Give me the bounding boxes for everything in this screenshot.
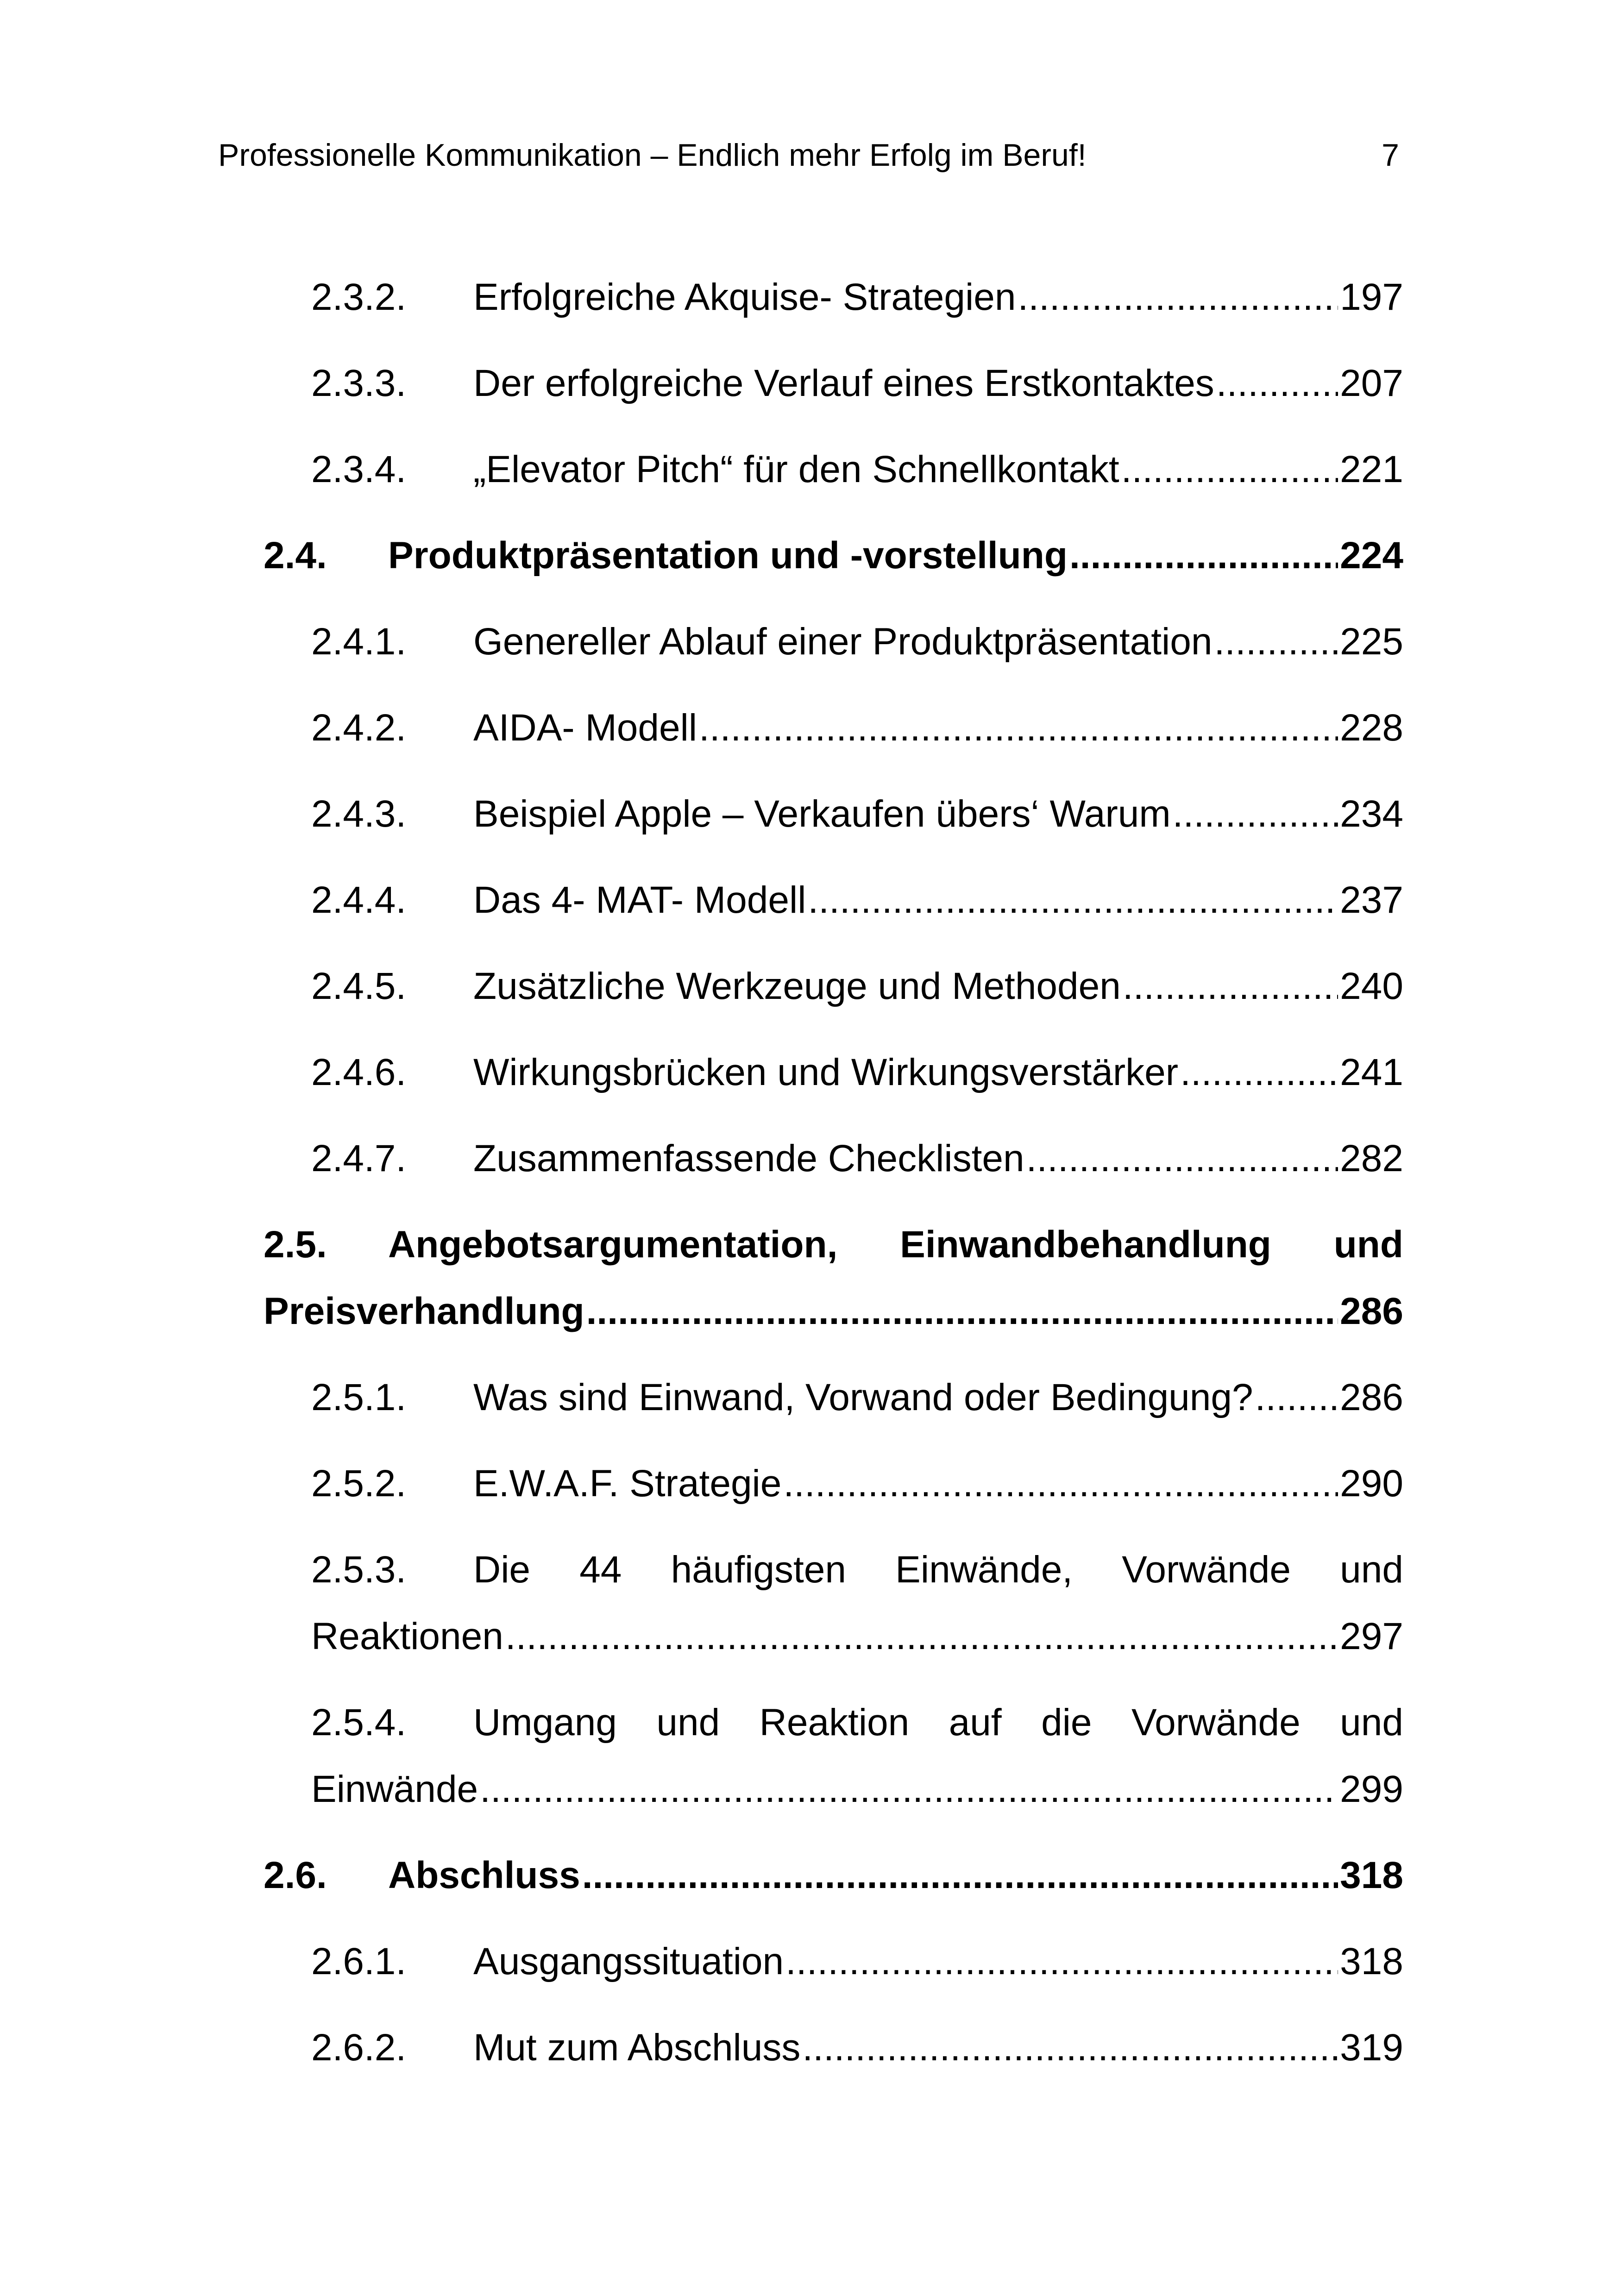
dot-leader	[480, 1766, 1338, 1813]
title-word: häufigsten	[671, 1549, 846, 1591]
dot-leader	[586, 1288, 1338, 1335]
toc-entry-number: 2.4.6.	[311, 1051, 407, 1093]
toc-entry-title: Erfolgreiche Akquise- Strategien	[473, 276, 1016, 318]
toc-entry-number: 2.4.5.	[311, 965, 407, 1007]
toc-entry[interactable]	[0, 619, 1621, 665]
toc-entry-number: 2.6.1.	[311, 1940, 407, 1982]
title-word: 44	[579, 1549, 622, 1591]
toc-entry-title: Das 4- MAT- Modell	[473, 879, 806, 921]
toc-entry-title: Zusätzliche Werkzeuge und Methoden	[473, 965, 1121, 1007]
toc-entry[interactable]	[0, 791, 1621, 837]
toc-entry[interactable]	[0, 877, 1621, 923]
toc-entry-page: 318	[1340, 1940, 1403, 1982]
dot-leader	[1180, 1049, 1338, 1096]
title-word: auf	[949, 1701, 1002, 1744]
toc-section-continuation[interactable]	[0, 1288, 1621, 1335]
toc-entry[interactable]	[0, 274, 1621, 320]
toc-section-title-line	[388, 1222, 1403, 1268]
toc-entry-title: Genereller Ablauf einer Produktpräsentation	[473, 621, 1213, 663]
toc-entry-page: 282	[1340, 1137, 1403, 1179]
dot-leader	[1026, 1135, 1338, 1182]
toc-entry[interactable]	[0, 446, 1621, 493]
dot-leader	[783, 1461, 1338, 1507]
toc-entry-number: 2.4.1.	[311, 621, 407, 663]
toc-entry-continuation[interactable]	[0, 1613, 1621, 1660]
toc-entry-page: 286	[1340, 1376, 1403, 1418]
title-word: und	[1340, 1701, 1403, 1744]
toc-section[interactable]	[0, 1852, 1621, 1899]
toc-entry[interactable]	[0, 1547, 1621, 1593]
toc-entry-number: 2.3.3.	[311, 362, 407, 404]
toc-entry-page: 221	[1340, 448, 1403, 490]
toc-entry-title-line	[473, 1700, 1403, 1746]
toc-entry-number: 2.5.2.	[311, 1462, 407, 1505]
toc-entry-page: 319	[1340, 2026, 1403, 2069]
toc-entry-title: Mut zum Abschluss	[473, 2026, 801, 2069]
toc-entry-number: 2.5.1.	[311, 1376, 407, 1418]
toc-entry-title: E.W.A.F. Strategie	[473, 1462, 782, 1505]
title-word: die	[1041, 1701, 1092, 1744]
toc-entry[interactable]	[0, 1938, 1621, 1985]
page-header	[218, 134, 1399, 176]
toc-entry-page: 297	[1340, 1615, 1403, 1657]
dot-leader	[699, 705, 1338, 751]
toc-section-number: 2.4.	[264, 534, 327, 577]
title-word: Reaktion	[759, 1701, 910, 1744]
toc-entry-number: 2.4.4.	[311, 879, 407, 921]
toc-entry-page: 240	[1340, 965, 1403, 1007]
toc-entry-number: 2.4.3.	[311, 793, 407, 835]
toc-entry-title: Beispiel Apple – Verkaufen übers‘ Warum	[473, 793, 1171, 835]
toc-entry[interactable]	[0, 1461, 1621, 1507]
title-word: Angebotsargumentation,	[388, 1223, 838, 1266]
toc-entry-page: 228	[1340, 707, 1403, 749]
toc-entry-title: Der erfolgreiche Verlauf eines Erstkontaktes	[473, 362, 1214, 404]
dot-leader	[785, 1938, 1338, 1985]
title-word: Vorwände	[1122, 1549, 1291, 1591]
toc-entry[interactable]	[0, 360, 1621, 407]
title-word: und	[1340, 1549, 1403, 1591]
title-word: Einwandbehandlung	[900, 1223, 1271, 1266]
toc-entry[interactable]	[0, 1700, 1621, 1746]
toc-entry-page: 290	[1340, 1462, 1403, 1505]
toc-entry-number: 2.4.7.	[311, 1137, 407, 1179]
dot-leader	[1069, 533, 1338, 579]
toc-section-page: 318	[1340, 1854, 1403, 1896]
toc-section-title-cont: Preisverhandlung	[264, 1290, 584, 1332]
dot-leader	[505, 1613, 1338, 1660]
dot-leader	[1173, 791, 1338, 837]
title-word: Einwände,	[895, 1549, 1073, 1591]
dot-leader	[1121, 446, 1338, 493]
toc-entry-page: 207	[1340, 362, 1403, 404]
title-word: Die	[473, 1549, 531, 1591]
toc-section-page: 224	[1340, 534, 1403, 577]
toc-entry-number: 2.3.4.	[311, 448, 407, 490]
toc-entry-title: AIDA- Modell	[473, 707, 697, 749]
toc-entry-page: 241	[1340, 1051, 1403, 1093]
page-number: 7	[1382, 138, 1399, 173]
toc-entry-title: Zusammenfassende Checklisten	[473, 1137, 1024, 1179]
toc-entry[interactable]	[0, 1374, 1621, 1421]
toc-section-number: 2.5.	[264, 1223, 327, 1266]
toc-entry[interactable]	[0, 1135, 1621, 1182]
toc-entry-title: Wirkungsbrücken und Wirkungsverstärker	[473, 1051, 1179, 1093]
toc-section[interactable]	[0, 533, 1621, 579]
toc-entry-continuation[interactable]	[0, 1766, 1621, 1813]
title-word: Vorwände	[1131, 1701, 1301, 1744]
dot-leader	[1216, 360, 1338, 407]
toc-entry-number: 2.6.2.	[311, 2026, 407, 2069]
toc-entry-title-line	[473, 1547, 1403, 1593]
title-word: und	[1333, 1223, 1403, 1266]
toc-entry-title: Ausgangssituation	[473, 1940, 784, 1982]
toc-section-title: Abschluss	[388, 1854, 580, 1896]
toc-entry-number: 2.5.3.	[311, 1549, 407, 1591]
toc-entry-title: „Elevator Pitch“ für den Schnellkontakt	[473, 448, 1119, 490]
toc-section-title: Produktpräsentation und -vorstellung	[388, 534, 1068, 577]
toc-entry-page: 237	[1340, 879, 1403, 921]
toc-entry[interactable]	[0, 963, 1621, 1010]
toc-entry-title-cont: Reaktionen	[311, 1615, 503, 1657]
title-word: und	[656, 1701, 720, 1744]
toc-entry-number: 2.5.4.	[311, 1701, 407, 1744]
toc-entry-number: 2.4.2.	[311, 707, 407, 749]
toc-entry-number: 2.3.2.	[311, 276, 407, 318]
toc-entry-page: 225	[1340, 621, 1403, 663]
toc-section-number: 2.6.	[264, 1854, 327, 1896]
toc-entry-page: 197	[1340, 276, 1403, 318]
toc-entry-title: Was sind Einwand, Vorwand oder Bedingung?	[473, 1376, 1253, 1418]
toc-entry-title-cont: Einwände	[311, 1768, 478, 1810]
dot-leader	[1123, 963, 1338, 1010]
title-word: Umgang	[473, 1701, 617, 1744]
toc-entry[interactable]	[0, 2025, 1621, 2071]
dot-leader	[582, 1852, 1338, 1899]
toc-section[interactable]	[0, 1222, 1621, 1268]
toc-entry-page: 299	[1340, 1768, 1403, 1810]
dot-leader	[1018, 274, 1338, 320]
toc-entry-page: 234	[1340, 793, 1403, 835]
toc-entry[interactable]	[0, 705, 1621, 751]
dot-leader	[1255, 1374, 1338, 1421]
toc-section-page: 286	[1340, 1290, 1403, 1332]
dot-leader	[1214, 619, 1338, 665]
toc-entry[interactable]	[0, 1049, 1621, 1096]
dot-leader	[802, 2025, 1338, 2071]
dot-leader	[808, 877, 1338, 923]
running-title: Professionelle Kommunikation – Endlich mehr Erfolg im Beruf!	[218, 138, 1087, 173]
